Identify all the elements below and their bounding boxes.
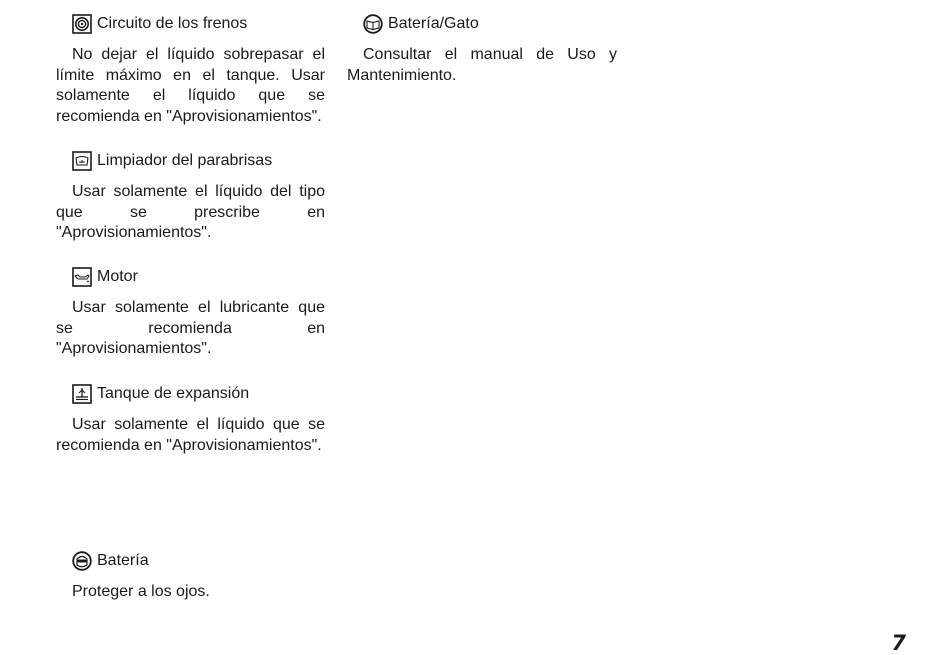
expansion-tank-icon — [72, 384, 92, 404]
heading-label: Batería — [97, 552, 149, 569]
heading-label: Tanque de expansión — [97, 385, 250, 402]
body-paragraph: Consultar el manual de Uso y Mantenimiento. — [347, 46, 617, 84]
heading-label: Batería/Gato — [388, 15, 479, 32]
body-paragraph: Proteger a los ojos. — [72, 583, 210, 600]
section-battery — [56, 551, 325, 603]
section-heading — [72, 267, 325, 287]
heading-label: Motor — [97, 268, 138, 285]
section-battery-jack — [347, 14, 617, 86]
section-heading — [72, 14, 325, 34]
section-engine — [56, 267, 325, 360]
body-paragraph: Usar solamente el líquido que se recomienda en "Aprovisionamientos". — [56, 416, 325, 454]
windscreen-washer-icon — [72, 151, 92, 171]
section-heading — [72, 151, 325, 171]
body-paragraph: Usar solamente el lubricante que se recomienda en "Aprovisionamientos". — [56, 299, 325, 357]
brake-circuit-icon — [72, 14, 92, 34]
section-heading — [363, 14, 617, 34]
section-heading — [72, 551, 325, 571]
page-number: 7 — [891, 631, 906, 655]
engine-oil-icon — [72, 267, 92, 287]
heading-label: Circuito de los frenos — [97, 15, 248, 32]
heading-label: Limpiador del parabrisas — [97, 152, 273, 169]
manual-book-icon — [363, 14, 383, 34]
body-paragraph: No dejar el líquido sobrepasar el límite máximo en el tanque. Usar solamente el líquido que se recomienda en "Aprovisionamientos". — [56, 46, 325, 125]
section-expansion-tank — [56, 384, 325, 456]
section-brake-circuit — [56, 14, 325, 127]
section-windscreen-washer — [56, 151, 325, 244]
section-heading — [72, 384, 325, 404]
body-paragraph: Usar solamente el líquido del tipo que se prescribe en "Aprovisionamientos". — [56, 183, 325, 241]
eye-protection-icon — [72, 551, 92, 571]
